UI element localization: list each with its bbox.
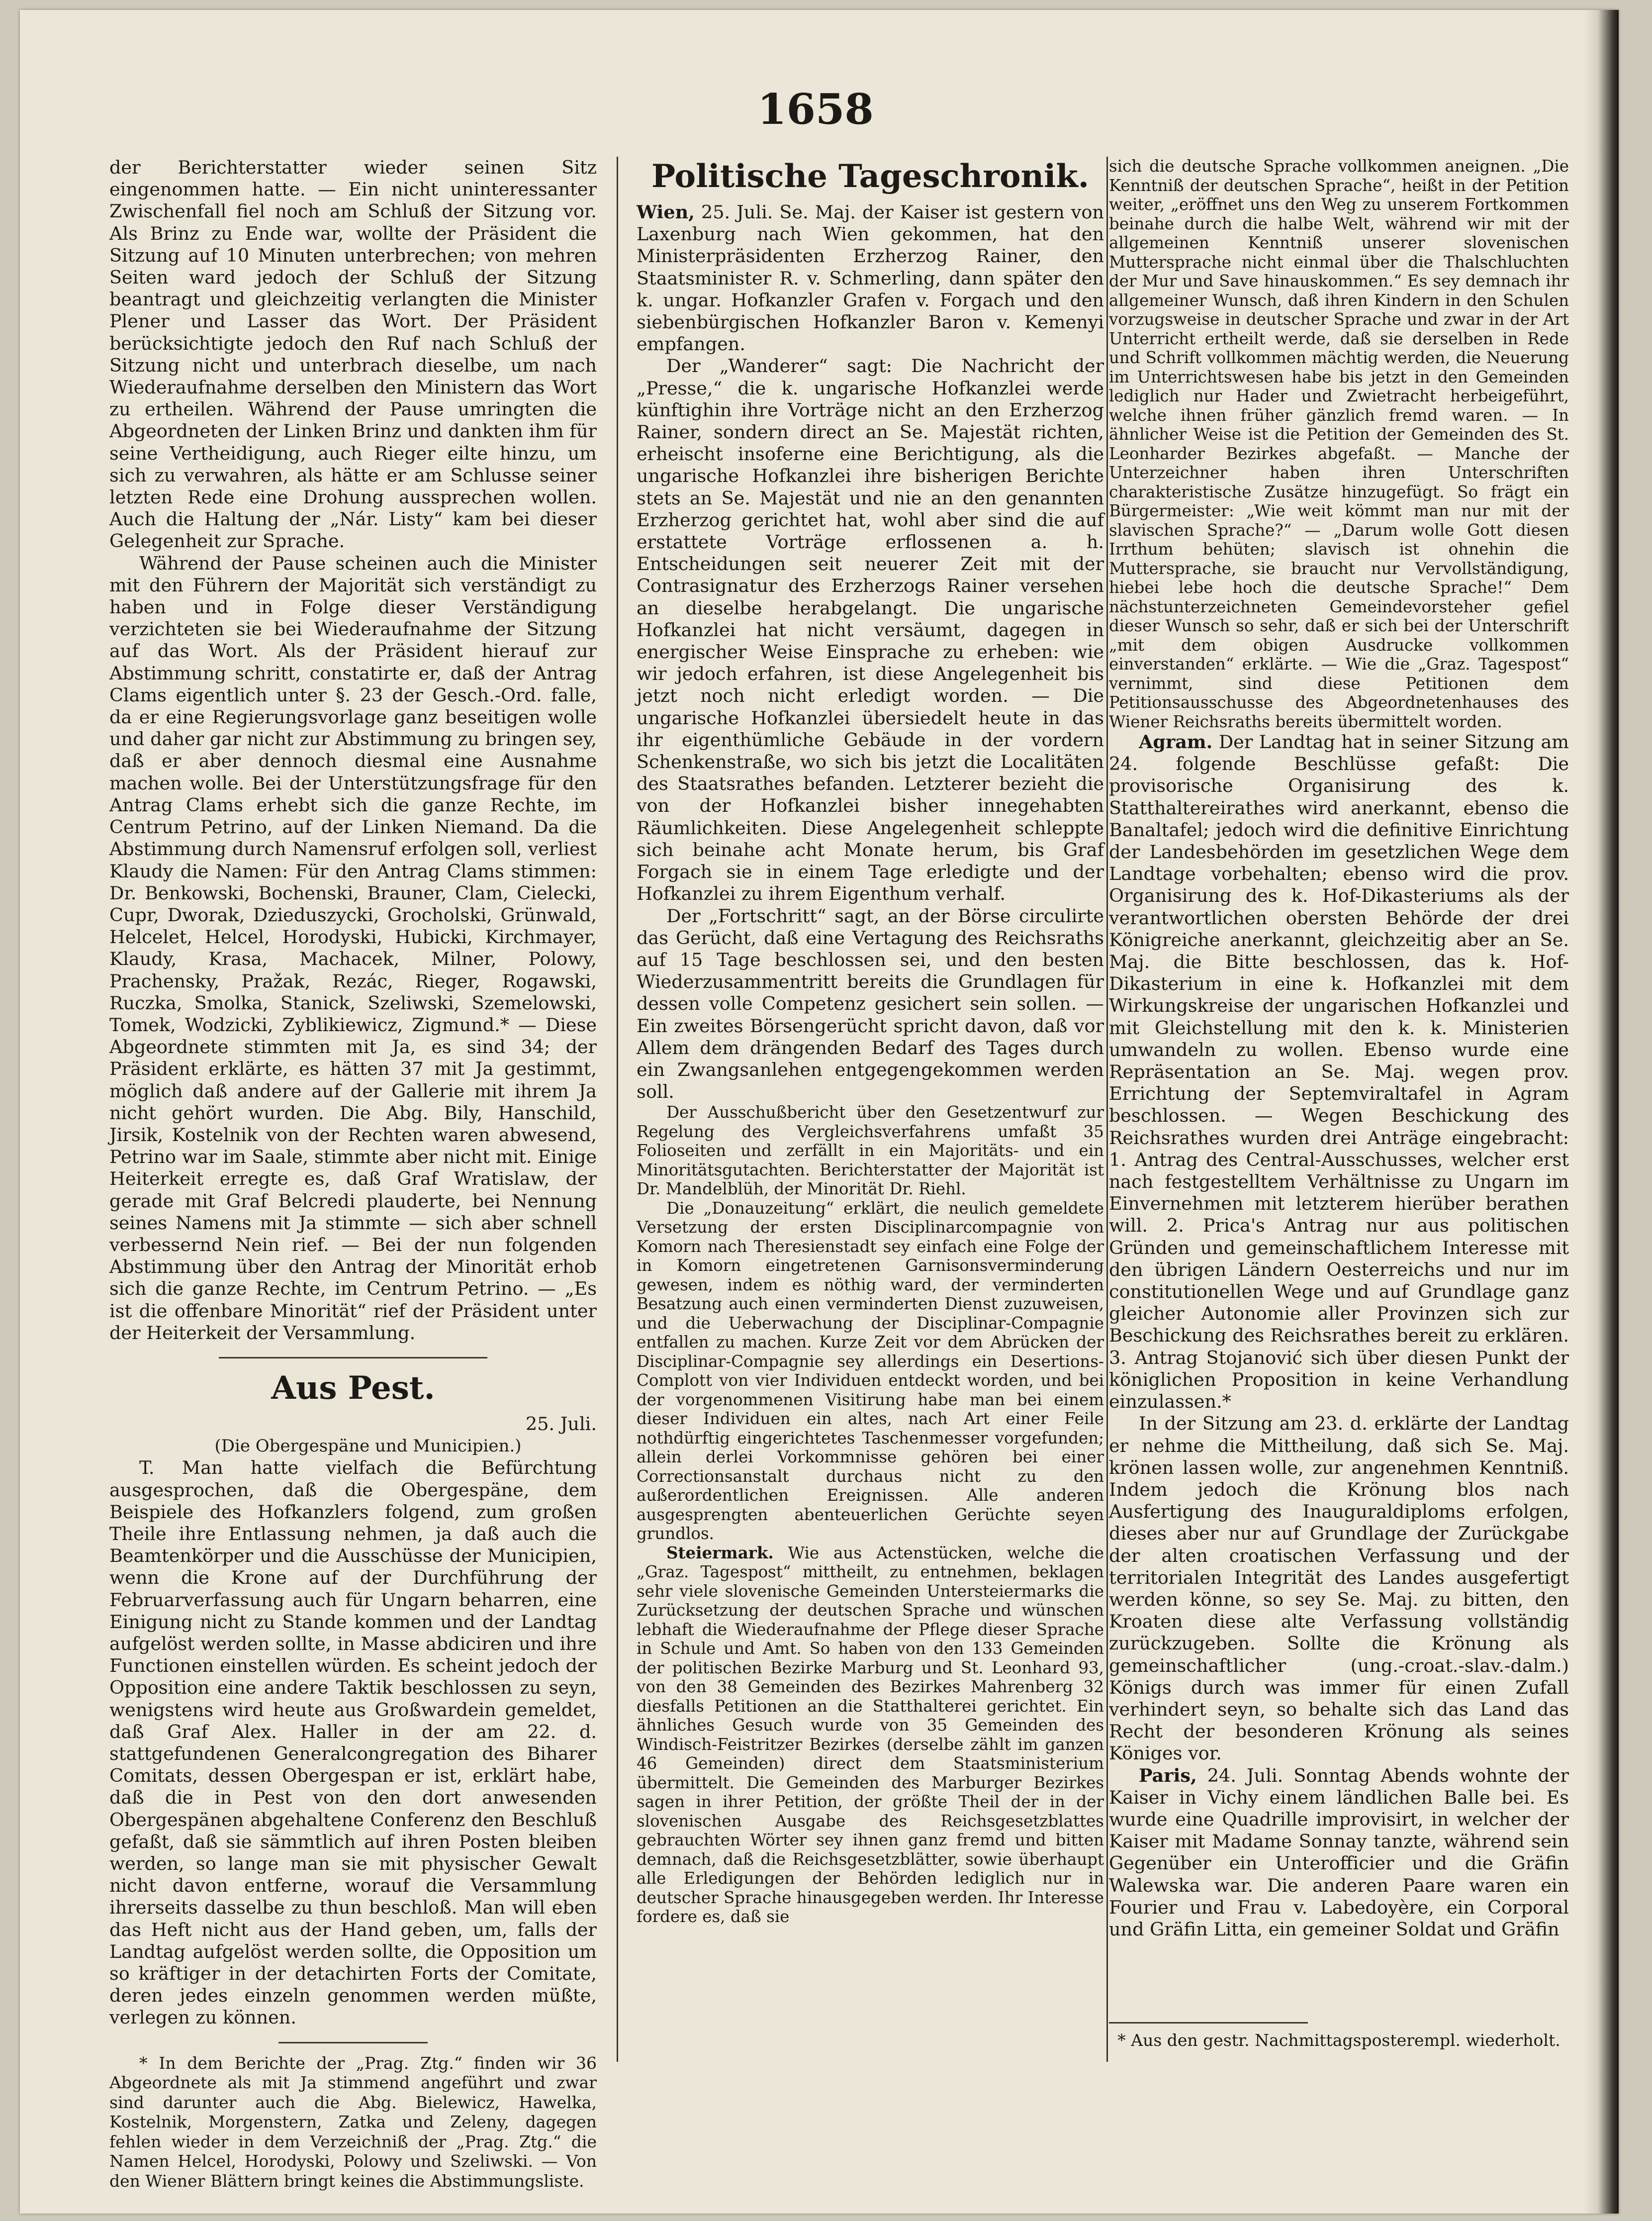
article-paragraph: Der „Wanderer“ sagt: Die Nachricht der „Presse,“ die k. ungarische Hofkanzlei werde künftighin ihre Vorträge nicht an den Erzherzog Rainer, sondern direct an Se. Majestät richten, erheischt insoferne eine Berichtigung, als die ungarische Hofkanzlei ihre bisherigen Berichte stets an Se. Majestät und nie an den genannten Erzherzog gerichtet hat, wohl aber sind die auf erstattete Vorträge erflossenen a. h. Entscheidungen seit neuerer Zeit mit der Contrasignatur des Erzherzogs Rainer versehen an dieselbe herabgelangt. Die ungarische Hofkanzlei hat nicht versäumt, dagegen in energischer Weise Einsprache zu erheben: wie wir jedoch erfahren, ist diese Angelegenheit bis jetzt noch nicht erledigt worden. — Die ungarische Hofkanzlei übersiedelt heute in das ihr eigenthümliche Gebäude in der vordern Schenkenstraße, wo sich bis jetzt die Localitäten des Staatsrathes befanden. Letzterer bezieht die von der Hofkanzlei bisher innegehabten Räumlichkeiten. Diese Angelegenheit schleppte sich beinahe acht Monate herum, bis Graf Forgach sie in einem Tage erledigte und der Hofkanzlei zu ihrem Eigenthum verhalf.: [637, 355, 1104, 905]
footnote-block: [1109, 2022, 1569, 2050]
column-right: [1109, 157, 1569, 2012]
footnote-divider: [1109, 2022, 1308, 2024]
article-paragraph: sich die deutsche Sprache vollkommen aneignen. „Die Kenntniß der deutschen Sprache“, heißt in der Petition weiter, „eröffnet uns den Weg zu unserem Fortkommen beinahe durch die halbe Welt, während wir mit der allgemeinen Kenntniß unserer slovenischen Muttersprache nicht einmal über die Thalschluchten der Mur und Save hinauskommen.“ Es sey demnach ihr allgemeiner Wunsch, daß ihren Kindern in den Schulen vorzugsweise in deutscher Sprache und zwar in der Art Unterricht ertheilt werde, daß sie derselben in Rede und Schrift vollkommen mächtig werden, die Neuerung im Unterrichtswesen habe bis jetzt in den Gemeinden lediglich nur Hader und Zwietracht herbeigeführt, welche ihnen früher gänzlich fremd waren. — In ähnlicher Weise ist die Petition der Gemeinden des St. Leonharder Bezirkes abgefaßt. — Manche der Unterzeichner haben ihren Unterschriften charakteristische Zusätze hinzugefügt. So frägt ein Bürgermeister: „Wie weit kömmt man nur mit der slavischen Sprache?“ — „Darum wolle Gott diesen Irrthum behüten; slavisch ist ohnehin die Muttersprache, sie braucht nur Vervollständigung, hiebei lebe hoch die deutsche Sprache!“ Dem nächstunterzeichneten Gemeindevorsteher gefiel dieser Wunsch so sehr, daß er sich bei der Unterschrift „mit dem obigen Ausdrucke vollkommen einverstanden“ erklärte. — Wie die „Graz. Tagespost“ vernimmt, sind diese Petitionen dem Petitionsausschusse des Abgeordnetenhauses des Wiener Reichsraths bereits übermittelt worden.: [1109, 157, 1569, 731]
column-middle: [637, 157, 1104, 2146]
place-name: Steiermark.: [666, 1543, 774, 1562]
article-paragraph: Während der Pause scheinen auch die Minister mit den Führern der Majorität sich verständigt zu haben und in Folge dieser Verständigung verzichteten sie bei Wiederaufnahme der Sitzung auf das Wort. Als der Präsident hierauf zur Abstimmung schritt, constatirte er, daß der Antrag Clams eigentlich unter §. 23 der Gesch.-Ord. falle, da er eine Regierungsvorlage ganz beseitigen wolle und daher gar nicht zur Abstimmung zu bringen sey, daß er aber dennoch diesmal eine Ausnahme machen wolle. Bei der Unterstützungsfrage für den Antrag Clams erhebt sich die ganze Rechte, im Centrum Petrino, auf der Linken Niemand. Da die Abstimmung durch Namensruf erfolgen soll, verliest Klaudy die Namen: Für den Antrag Clams stimmen: Dr. Benkowski, Bochenski, Brauner, Clam, Cielecki, Cupr, Dworak, Dzieduszycki, Grocholski, Grünwald, Helcelet, Helcel, Horodyski, Hubicki, Kirchmayer, Klaudy, Krasa, Machacek, Milner, Polowy, Prachensky, Pražak, Rezác, Rieger, Rogawski, Ruczka, Smolka, Stanick, Szeliwski, Szemelowski, Tomek, Wodzicki, Zyblikiewicz, Zigmund.* — Diese Abgeordnete stimmten mit Ja, es sind 34; der Präsident erklärte, es hätten 37 mit Ja gestimmt, möglich daß andere auf der Gallerie mit ihrem Ja nicht gehört wurden. Die Abg. Bily, Hanschild, Jirsik, Kostelnik von der Rechten waren abwesend, Petrino war im Saale, stimmte aber nicht mit. Einige Heiterkeit erregte es, daß Graf Wratislaw, der gerade mit Graf Belcredi plauderte, bei Nennung seines Namens mit Ja stimmte — sich aber schnell verbessernd Nein rief. — Bei der nun folgenden Abstimmung über den Antrag der Minorität erhob sich die ganze Rechte, im Centrum Petrino. — „Es ist die offenbare Minorität“ rief der Präsident unter der Heiterkeit der Versammlung.: [109, 552, 597, 1344]
footnote: * In dem Berichte der „Prag. Ztg.“ finden wir 36 Abgeordnete als mit Ja stimmend angeführt und zwar sind darunter auch die Abg. Bielewicz, Hawelka, Kostelnik, Morgenstern, Zatka und Zeleny, dagegen fehlen wieder in dem Verzeichniß der „Prag. Ztg.“ die Namen Helcel, Horodyski, Polowy und Szeliwski. — Von den Wiener Blättern bringt keines die Abstimmungsliste.: [109, 2053, 597, 2191]
article-paragraph: Der „Fortschritt“ sagt, an der Börse circulirte das Gerücht, daß eine Vertagung des Reichsraths auf 15 Tage beschlossen sei, und den besten Wiederzusammentritt bereits die Grundlagen für dessen volle Competenz gesichert sein sollen. — Ein zweites Börsengerücht spricht davon, daß vor Allem dem drängenden Bedarf des Tages durch ein Zwangsanlehen entgegengekommen werden soll.: [637, 905, 1104, 1103]
newspaper-page: [20, 10, 1619, 2214]
column-rule: [1106, 157, 1108, 2062]
section-divider: [219, 1357, 487, 1358]
place-name: Paris,: [1139, 1764, 1197, 1786]
place-name: Agram.: [1139, 731, 1213, 753]
section-heading-politische-tageschronik: Politische Tageschronik.: [651, 158, 1089, 195]
dateline: 25. Juli.: [525, 1413, 597, 1435]
place-name: Wien,: [637, 201, 695, 223]
footnote-divider: [278, 2042, 428, 2043]
page-number: 1658: [757, 85, 874, 134]
article-paragraph: T. Man hatte vielfach die Befürchtung ausgesprochen, daß die Obergespäne, dem Beispiele des Hofkanzlers folgend, zum großen Theile ihre Entlassung nehmen, ja daß auch die Beamtenkörper und die Ausschüsse der Municipien, wenn die Krone auf der Durchführung der Februarverfassung auch für Ungarn beharren, eine Einigung nicht zu Stande kommen und der Landtag aufgelöst werden sollte, in Masse abdiciren und ihre Functionen einstellen würden. Es scheint jedoch der Opposition eine andere Taktik beschlossen zu seyn, wenigstens wird heute aus Großwardein gemeldet, daß Graf Alex. Haller in der am 22. d. stattgefundenen Generalcongregation des Biharer Comitats, dessen Obergespan er ist, erklärt habe, daß die in Pest von den dort anwesenden Obergespänen abgehaltene Conferenz den Beschluß gefaßt, daß sie sämmtlich auf ihren Posten bleiben werden, so lange man sie mit physischer Gewalt nicht davon entferne, worauf die Versammlung ihrerseits dasselbe zu thun beschloß. Man will eben das Heft nicht aus der Hand geben, um, falls der Landtag aufgelöst werden sollte, die Opposition um so kräftiger in der detachirten Forts der Comitate, deren jedes einzeln genommen werden müßte, verlegen zu können.: [109, 1457, 597, 2028]
footnote: * Aus den gestr. Nachmittagsposterempl. wiederholt.: [1117, 2030, 1560, 2050]
article-text: 24. Juli. Sonntag Abends wohnte der Kaiser in Vichy einem ländlichen Balle bei. Es wurde eine Quadrille improvisirt, in welcher der Kaiser mit Madame Sonnay tanzte, während sein Gegenüber ein Unterofficier und die Gräfin Walewska war. Die anderen Paare waren ein Fourier und Frau v. Labedoyère, ein Corporal und Gräfin Litta, ein gemeiner Soldat und Gräfin: [1109, 1764, 1569, 1940]
article-text: Der Landtag hat in seiner Sitzung am 24. folgende Beschlüsse gefaßt: Die provisorische Organisirung des k. Statthaltereirathes wird anerkannt, ebenso die Banaltafel; jedoch wird die definitive Einrichtung der Landesbehörden im gesetzlichen Wege dem Landtage vorbehalten; ebenso wird die prov. Organisirung des k. Hof-Dikasteriums als der verantwortlichen obersten Behörde der drei Königreiche anerkannt, gleichzeitig aber an Se. Maj. die Bitte beschlossen, das k. Hof-Dikasterium in eine k. Hofkanzlei mit dem Wirkungskreise der ungarischen Hofkanzlei und mit Gleichstellung mit den k. k. Ministerien umwandeln zu wollen. Ebenso wurde eine Repräsentation an Se. Maj. wegen prov. Errichtung der Septemviraltafel in Agram beschlossen. — Wegen Beschickung des Reichsrathes wurden drei Anträge eingebracht: 1. Antrag des Central-Ausschusses, welcher erst nach festgestelltem Verhältnisse zu Ungarn im Einvernehmen mit letzterem hierüber berathen will. 2. Prica's Antrag nur aus politischen Gründen und gemeinschaftlichem Interesse mit den übrigen Ländern Oesterreichs und nur im constitutionellen Wege und auf Grundlage ganz gleicher Autonomie aller Provinzen sich zur Beschickung des Reichsrathes bereit zu erklären. 3. Antrag Stojanović sich über diesen Punkt der königlichen Proposition in keine Verhandlung einzulassen.*: [1109, 731, 1569, 1413]
page-edge-shadow: [1584, 10, 1619, 2214]
section-heading-aus-pest: Aus Pest.: [271, 1369, 435, 1407]
article-text: Wie aus Actenstücken, welche die „Graz. Tagespost“ mittheilt, zu entnehmen, beklagen sehr viele slovenische Gemeinden Untersteiermarks die Zurücksetzung der deutschen Sprache und wünschen lebhaft die Wiederaufnahme der Pflege dieser Sprache in Schule und Amt. So haben von den 133 Gemeinden der politischen Bezirke Marburg und St. Leonhard 93, von den 38 Gemeinden des Bezirkes Mahrenberg 32 diesfalls Petitionen an die Statthalterei gerichtet. Ein ähnliches Gesuch wurde von 35 Gemeinden des Windisch-Feistritzer Bezirkes (derselbe zählt im ganzen 46 Gemeinden) direct dem Staatsministerium übermittelt. Die Gemeinden des Marburger Bezirkes sagen in ihrer Petition, der größte Theil der in der slovenischen Ausgabe des Reichsgesetzblattes gebrauchten Wörter sey ihnen ganz fremd und bitten demnach, daß die Reichsgesetzblätter, sowie überhaupt alle Erledigungen der Behörden lediglich nur in deutscher Sprache hinausgegeben werden. Ihr Interesse fordere es, daß sie: [637, 1543, 1104, 1927]
article-paragraph: Der Ausschußbericht über den Gesetzentwurf zur Regelung des Vergleichsverfahrens umfaßt 35 Folioseiten und zerfällt in ein Majoritäts- und ein Minoritätsgutachten. Berichterstatter der Majorität ist Dr. Mandelblüh, der Minorität Dr. Riehl.: [637, 1103, 1104, 1199]
section-subtitle: (Die Obergespäne und Municipien.): [214, 1436, 522, 1456]
column-rule: [617, 157, 618, 2062]
column-left: [109, 157, 597, 2191]
article-paragraph: Die „Donauzeitung“ erklärt, die neulich gemeldete Versetzung der ersten Disciplinarcompagnie von Komorn nach Theresienstadt sey einfach eine Folge der in Komorn eingetretenen Garnisonsverminderung gewesen, indem es nöthig ward, der verminderten Besatzung auch einen verminderten Dienst zuzuweisen, und die Ueberwachung der Disciplinar-Compagnie entfallen zu machen. Kurze Zeit vor dem Abrücken der Disciplinar-Compagnie sey allerdings ein Desertions-Complott von vier Individuen entdeckt worden, und bei der vorgenommenen Visitirung habe man bei einem dieser Individuen ein altes, nach Art einer Feile nothdürftig eingerichtetes Taschenmesser vorgefunden; allein derlei Vorkommnisse gehören bei einer Correctionsanstalt durchaus nicht zu den außerordentlichen Ereignissen. Alle anderen ausgesprengten abenteuerlichen Gerüchte seyen grundlos.: [637, 1198, 1104, 1544]
article-text: 25. Juli. Se. Maj. der Kaiser ist gestern von Laxenburg nach Wien gekommen, hat den Ministerpräsidenten Erzherzog Rainer, den Staatsminister R. v. Schmerling, dann später den k. ungar. Hofkanzler Grafen v. Forgach und den siebenbürgischen Hofkanzler Baron v. Kemenyi empfangen.: [637, 201, 1104, 355]
article-paragraph: In der Sitzung am 23. d. erklärte der Landtag er nehme die Mittheilung, daß sich Se. Maj. krönen lassen wolle, zur angenehmen Kenntniß. Indem jedoch die Krönung blos nach Ausfertigung des Inauguraldiploms erfolgen, dieses aber nur auf Grundlage der Zurückgabe der alten croatischen Verfassung und der territorialen Integrität des Landes ausgefertigt werden könne, so sey Se. Maj. zu bitten, den Kroaten diese alte Verfassung vollständig zurückzugeben. Sollte die Krönung als gemeinschaftlicher (ung.-croat.-slav.-dalm.) Königs durch was immer für einen Zufall verhindert seyn, so behalte sich das Land das Recht der besonderen Krönung als seines Königes vor.: [1109, 1413, 1569, 1764]
article-paragraph: der Berichterstatter wieder seinen Sitz eingenommen hatte. — Ein nicht uninteressanter Zwischenfall fiel noch am Schluß der Sitzung vor. Als Brinz zu Ende war, wollte der Präsident die Sitzung auf 10 Minuten unterbrechen; von mehren Seiten ward jedoch der Schluß der Sitzung beantragt und gleichzeitig verlangten die Minister Plener und Lasser das Wort. Der Präsident berücksichtigte jedoch den Ruf nach Schluß der Sitzung nicht und unterbrach dieselbe, um nach Wiederaufnahme derselben den Ministern das Wort zu ertheilen. Während der Pause umringten die Abgeordneten der Linken Brinz und dankten ihm für seine Vertheidigung, auch Rieger eilte hinzu, um sich zu verwahren, als hätte er am Schlusse seiner letzten Rede eine Drohung aussprechen wollen. Auch die Haltung der „Nár. Listy“ kam bei dieser Gelegenheit zur Sprache.: [109, 157, 597, 552]
